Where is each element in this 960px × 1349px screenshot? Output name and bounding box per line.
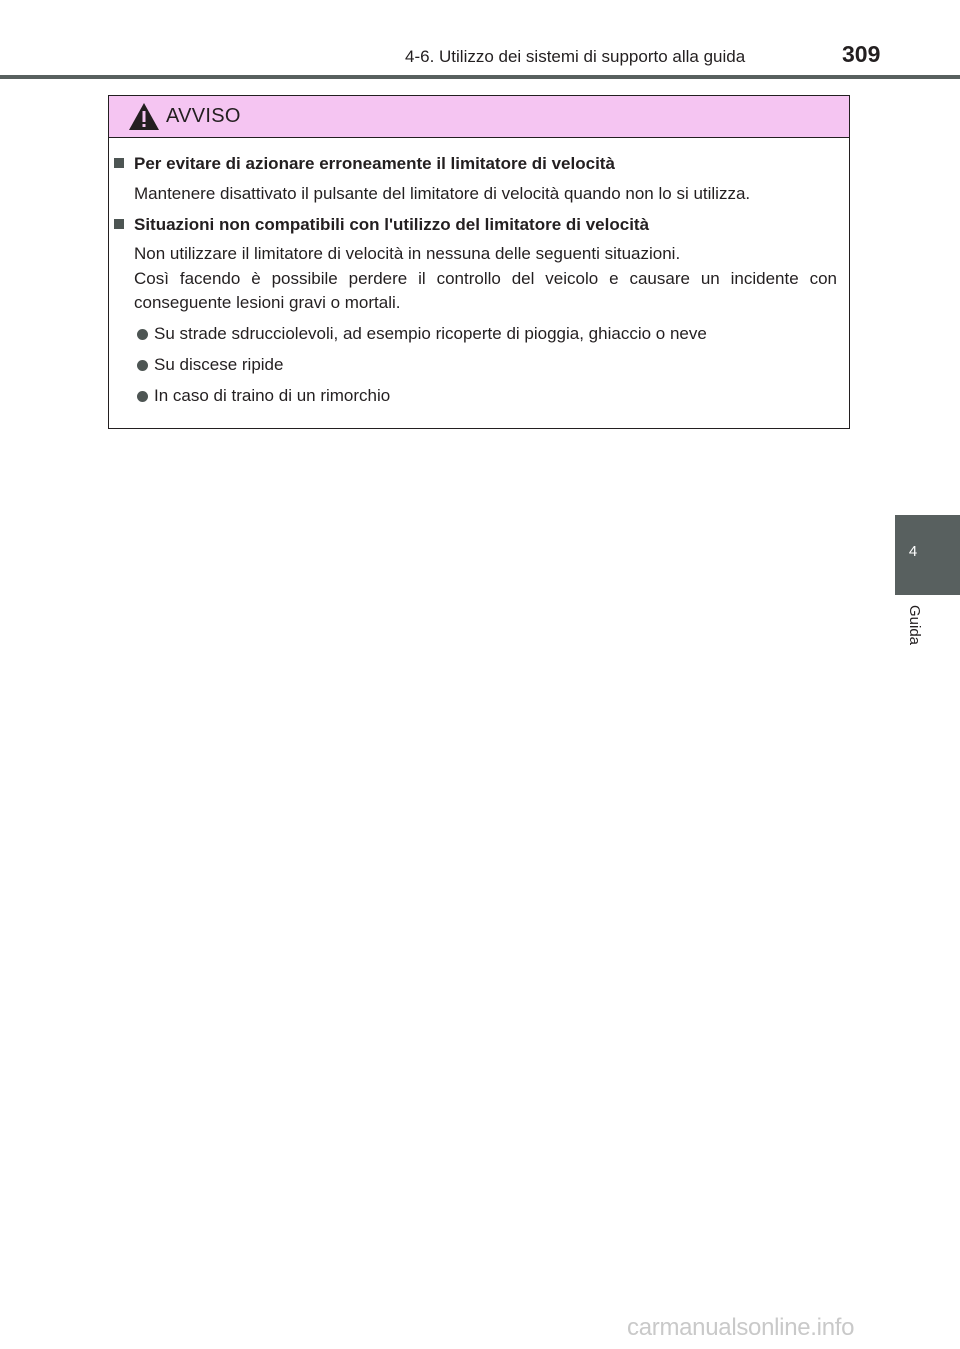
warning-item-text: Così facendo è possibile perdere il controllo del veicolo e causare un incidente con: [134, 269, 837, 288]
warning-item-heading: Per evitare di azionare erroneamente il limitatore di velocità: [134, 154, 615, 173]
warning-item-text: conseguente lesioni gravi o mortali.: [134, 293, 401, 312]
square-bullet-icon: [114, 158, 124, 168]
warning-triangle-icon: [128, 102, 160, 131]
list-item: Su discese ripide: [154, 355, 284, 374]
warning-item-heading: Situazioni non compatibili con l'utilizzo del limitatore di velocità: [134, 215, 650, 234]
chapter-label: Guida: [906, 605, 923, 646]
warning-header: [109, 96, 849, 138]
list-item: In caso di traino di un rimorchio: [154, 386, 391, 405]
watermark: carmanualsonline.info: [627, 1314, 855, 1341]
chapter-tab: [895, 515, 960, 595]
header-rule: [0, 75, 960, 79]
round-bullet-icon: [137, 329, 148, 340]
warning-item-text: Mantenere disattivato il pulsante del limitatore di velocità quando non lo si utilizza.: [134, 184, 751, 203]
list-item: Su strade sdrucciolevoli, ad esempio ricoperte di pioggia, ghiaccio o neve: [154, 324, 707, 343]
round-bullet-icon: [137, 391, 148, 402]
square-bullet-icon: [114, 219, 124, 229]
page-number: 309: [842, 41, 881, 67]
warning-item-text: Non utilizzare il limitatore di velocità in nessuna delle seguenti situazioni.: [134, 244, 681, 263]
section-title: 4-6. Utilizzo dei sistemi di supporto alla guida: [405, 47, 746, 66]
round-bullet-icon: [137, 360, 148, 371]
warning-title: AVVISO: [166, 105, 241, 127]
chapter-number: 4: [908, 543, 918, 560]
